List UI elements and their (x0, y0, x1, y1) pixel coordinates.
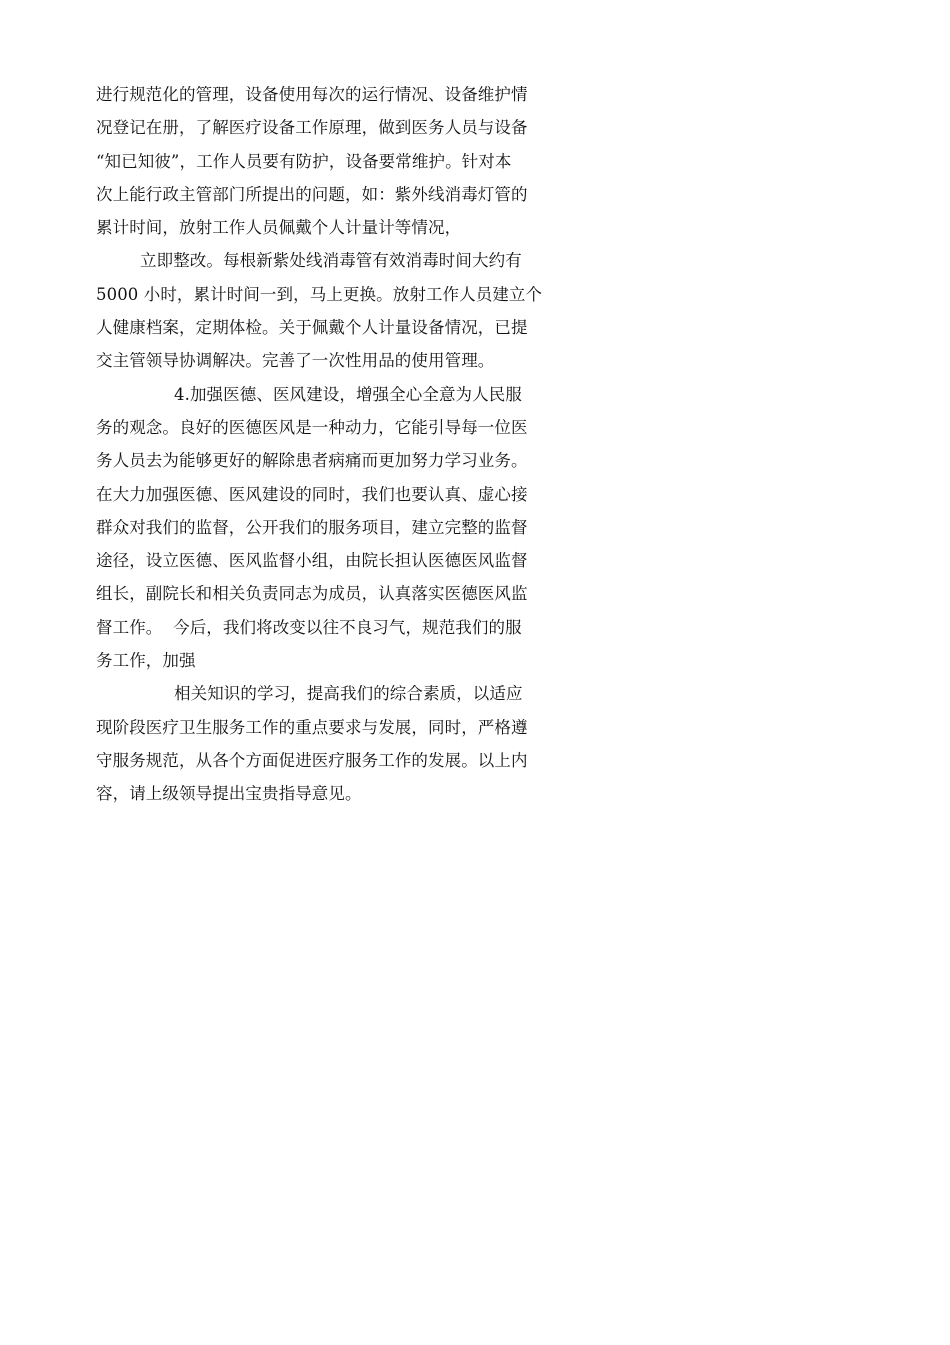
text-line: 守服务规范，从各个方面促进医疗服务工作的发展。以上内 (96, 750, 528, 770)
text-line: 相关知识的学习，提高我们的综合素质，以适应 (174, 684, 523, 704)
text-line: 交主管领导协调解决。完善了一次性用品的使用管理。 (96, 351, 495, 371)
document-body-text (96, 78, 556, 811)
text-line: 途径，设立医德、医风监督小组，由院长担认医德医风监督 (96, 551, 528, 571)
text-line: 进行规范化的管理，设备使用每次的运行情况、设备维护情 (96, 85, 528, 104)
text-line: 况登记在册，了解医疗设备工作原理，做到医务人员与设备 (96, 118, 528, 138)
text-line: 人健康档案，定期体检。关于佩戴个人计量设备情况，已提 (96, 318, 528, 338)
text-line: 群众对我们的监督，公开我们的服务项目，建立完整的监督 (96, 517, 528, 537)
text-line: 4.加强医德、医风建设，增强全心全意为人民服 (174, 384, 522, 404)
text-line: 5000 小时，累计时间一到，马上更换。放射工作人员建立个 (96, 284, 543, 304)
text-line: “知已知彼”，工作人员要有防护，设备要常维护。针对本 (96, 151, 512, 171)
text-line: 务工作，加强 (96, 651, 196, 671)
text-line: 容，请上级领导提出宝贵指导意见。 (96, 784, 362, 804)
text-line: 现阶段医疗卫生服务工作的重点要求与发展，同时，严格遵 (96, 717, 528, 737)
text-line: 督工作。 今后，我们将改变以往不良习气，规范我们的服 (96, 617, 522, 637)
text-line: 次上能行政主管部门所提出的问题，如：紫外线消毒灯管的 (96, 184, 528, 204)
text-line: 组长，副院长和相关负责同志为成员，认真落实医德医风监 (96, 584, 528, 604)
text-line: 务人员去为能够更好的解除患者病痛而更加努力学习业务。 (96, 451, 528, 471)
text-line: 在大力加强医德、医风建设的同时，我们也要认真、虚心接 (96, 484, 528, 504)
text-line: 累计时间，放射工作人员佩戴个人计量计等情况， (96, 218, 462, 238)
text-line: 务的观念。良好的医德医风是一种动力，它能引导每一位医 (96, 417, 528, 437)
text-line: 立即整改。每根新紫处线消毒管有效消毒时间大约有 (140, 251, 522, 271)
